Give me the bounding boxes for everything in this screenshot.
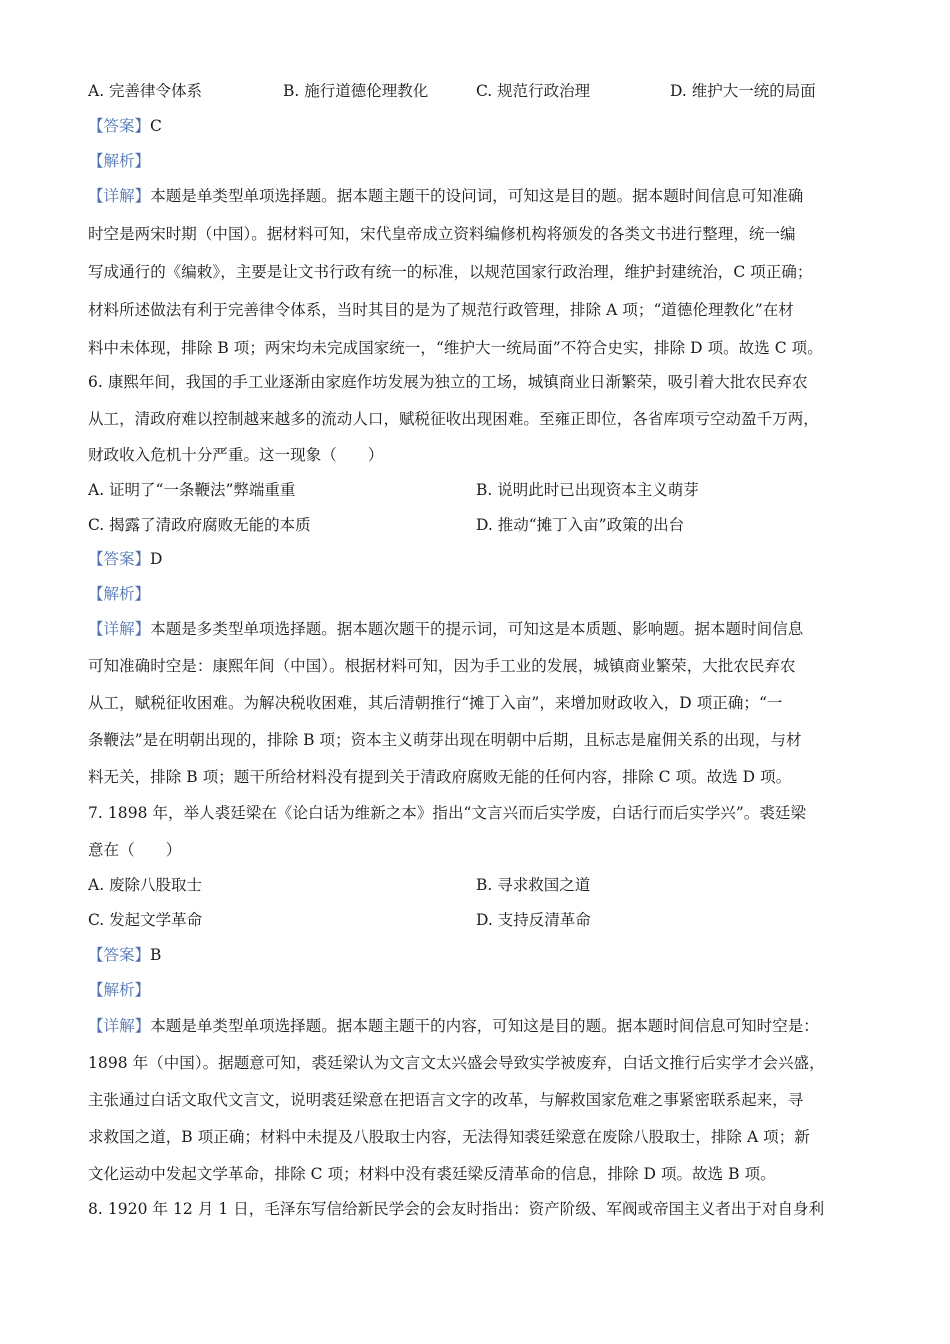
q6-detail-line: 可知准确时空是：康熙年间（中国）。根据材料可知，因为手工业的发展，城镇商业繁荣，大批农民弃农 — [88, 657, 796, 675]
q7-analysis-heading — [88, 979, 150, 1001]
q7-detail-line: 1898 年（中国）。据题意可知，裘廷梁认为文言文太兴盛会导致实学被废弃，白话文推行后实学才会兴盛， — [88, 1054, 825, 1072]
q5-option-c: C. 规范行政治理 — [476, 82, 591, 100]
q5-answer — [88, 115, 162, 137]
q5-detail-line — [88, 185, 803, 207]
answer-value: B — [150, 946, 162, 964]
q6-option-c: C. 揭露了清政府腐败无能的本质 — [88, 516, 311, 534]
analysis-tag: 【解析】 — [88, 152, 151, 170]
q6-stem-line: 从工，清政府难以控制越来越多的流动人口，赋税征收出现困难。至雍正即位，各省库项亏空动盈千万两， — [88, 410, 819, 428]
answer-tag: 【答案】 — [88, 550, 151, 568]
q6-option-b: B. 说明此时已出现资本主义萌芽 — [476, 481, 699, 499]
q6-detail-line — [88, 618, 803, 640]
q7-option-c: C. 发起文学革命 — [88, 911, 203, 929]
analysis-tag: 【解析】 — [88, 585, 151, 603]
q7-detail-line: 求救国之道，B 项正确；材料中未提及八股取士内容，无法得知裘廷梁意在废除八股取士，排除 A 项；新 — [88, 1128, 810, 1146]
q7-stem-line: 意在（ ） — [88, 841, 182, 859]
q8-stem-line: 8. 1920 年 12 月 1 日，毛泽东写信给新民学会的会友时指出：资产阶级、军阀或帝国主义者出于对自身利 — [88, 1200, 825, 1218]
q5-option-d: D. 维护大一统的局面 — [670, 82, 816, 100]
q6-detail-line: 从工，赋税征收困难。为解决税收困难，其后清朝推行“摊丁入亩”，来增加财政收入，D 项正确；“一 — [88, 694, 783, 712]
q5-detail-line: 材料所述做法有利于完善律令体系，当时其目的是为了规范行政管理，排除 A 项；“道德伦理教化”在材 — [88, 301, 794, 319]
q5-detail-line: 写成通行的《编敕》，主要是让文书行政有统一的标准，以规范国家行政治理，维护封建统治，C 项正确； — [88, 263, 813, 281]
q6-stem-line: 6. 康熙年间，我国的手工业逐渐由家庭作坊发展为独立的工场，城镇商业日渐繁荣，吸引着大批农民弃农 — [88, 373, 808, 391]
q7-option-b: B. 寻求救国之道 — [476, 876, 591, 894]
detail-tag: 【详解】 — [88, 187, 151, 205]
answer-value: C — [150, 117, 162, 135]
q6-detail-line: 料无关，排除 B 项；题干所给材料没有提到关于清政府腐败无能的任何内容，排除 C 项。故选 D 项。 — [88, 768, 792, 786]
q6-stem-line: 财政收入危机十分严重。这一现象（ ） — [88, 446, 384, 464]
answer-tag: 【答案】 — [88, 946, 151, 964]
detail-text: 本题是单类型单项选择题。据本题主题干的设问词，可知这是目的题。据本题时间信息可知准确 — [150, 187, 804, 205]
answer-value: D — [150, 550, 163, 568]
q6-analysis-heading — [88, 583, 150, 605]
detail-tag: 【详解】 — [88, 1017, 151, 1035]
q5-detail-line: 时空是两宋时期（中国）。据材料可知，宋代皇帝成立资料编修机构将颁发的各类文书进行整理，统一编 — [88, 225, 796, 243]
q6-option-d: D. 推动“摊丁入亩”政策的出台 — [476, 516, 685, 534]
analysis-tag: 【解析】 — [88, 981, 151, 999]
q6-option-a: A. 证明了“一条鞭法”弊端重重 — [88, 481, 296, 499]
detail-text: 本题是多类型单项选择题。据本题次题干的提示词，可知这是本质题、影响题。据本题时间信息 — [150, 620, 804, 638]
q7-detail-line — [88, 1015, 819, 1037]
detail-tag: 【详解】 — [88, 620, 151, 638]
q5-option-a: A. 完善律令体系 — [88, 82, 203, 100]
q7-option-a: A. 废除八股取士 — [88, 876, 203, 894]
q6-detail-line: 条鞭法”是在明朝出现的，排除 B 项；资本主义萌芽出现在明朝中后期，且标志是雇佣关系的出现，与材 — [88, 731, 802, 749]
detail-text: 本题是单类型单项选择题。据本题主题干的内容，可知这是目的题。据本题时间信息可知时空是： — [150, 1017, 819, 1035]
q6-answer — [88, 548, 162, 570]
q5-analysis-heading — [88, 150, 150, 172]
q7-detail-line: 文化运动中发起文学革命，排除 C 项；材料中没有裘廷梁反清革命的信息，排除 D 项。故选 B 项。 — [88, 1165, 776, 1183]
q5-option-b: B. 施行道德伦理教化 — [283, 82, 429, 100]
q7-answer — [88, 944, 161, 966]
q7-stem-line: 7. 1898 年，举人裘廷梁在《论白话为维新之本》指出“文言兴而后实学废，白话行而后实学兴”。裘廷梁 — [88, 804, 806, 822]
q7-option-d: D. 支持反清革命 — [476, 911, 591, 929]
q7-detail-line: 主张通过白话文取代文言文，说明裘廷梁意在把语言文字的改革，与解救国家危难之事紧密联系起来，寻 — [88, 1091, 804, 1109]
q5-detail-line: 料中未体现，排除 B 项；两宋均未完成国家统一，“维护大一统局面”不符合史实，排除 D 项。故选 C 项。 — [88, 339, 823, 357]
answer-tag: 【答案】 — [88, 117, 151, 135]
